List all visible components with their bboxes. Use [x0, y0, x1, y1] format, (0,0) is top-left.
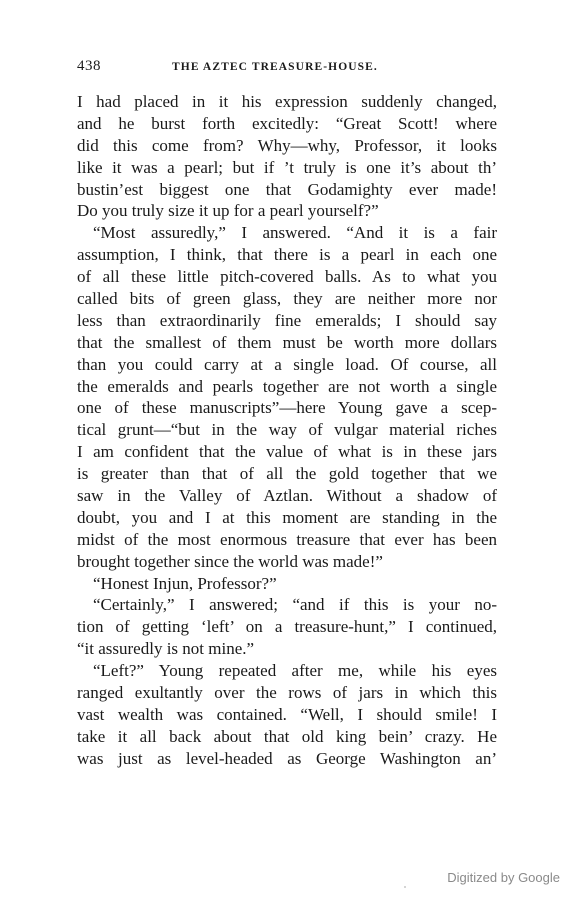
text-line: vast wealth was contained. “Well, I should smile! I [77, 704, 497, 724]
text-line: “Left?” Young repeated after me, while his eyes [93, 661, 497, 681]
text-line: ranged exultantly over the rows of jars in which this [77, 683, 497, 703]
text-line: like it was a pearl; but if ’t truly is one it’s about th’ [77, 157, 497, 177]
text-line: Do you truly size it up for a pearl yourself?” [77, 201, 379, 221]
text-line: that the smallest of them must be worth more dollars [77, 332, 497, 352]
text-line: assumption, I think, that there is a pearl in each one [77, 245, 497, 265]
text-line: tion of getting ‘left’ on a treasure-hunt,” I continued, [77, 617, 497, 637]
text-line: did this come from? Why—why, Professor, it looks [77, 135, 497, 155]
text-line: of all these little pitch-covered balls. As to what you [77, 267, 497, 287]
text-line: doubt, you and I at this moment are standing in the [77, 507, 497, 527]
text-line: “Most assuredly,” I answered. “And it is a fair [93, 223, 497, 243]
text-line: the emeralds and pearls together are not worth a single [77, 376, 497, 396]
text-line: less than extraordinarily fine emeralds; I should say [77, 310, 497, 330]
body-text [77, 91, 497, 770]
scan-speck [404, 886, 406, 888]
text-line: bustin’est biggest one that Godamighty ever made! [77, 179, 497, 199]
page-number: 438 [77, 58, 101, 74]
text-line: take it all back about that old king bein’ crazy. He [77, 726, 497, 746]
text-line: “Certainly,” I answered; “and if this is your no- [93, 595, 497, 615]
text-line: brought together since the world was made!” [77, 551, 383, 571]
text-line: called bits of green glass, they are neither more nor [77, 289, 497, 309]
text-line: was just as level-headed as George Washington an’ [77, 748, 497, 768]
text-line: one of these manuscripts”—here Young gave a scep- [77, 398, 497, 418]
digitization-watermark: Digitized by Google [447, 870, 560, 885]
running-title: THE AZTEC TREASURE-HOUSE. [172, 61, 378, 73]
text-line: “Honest Injun, Professor?” [93, 573, 277, 593]
text-line: tical grunt—“but in the way of vulgar material riches [77, 420, 497, 440]
text-line: saw in the Valley of Aztlan. Without a shadow of [77, 486, 497, 506]
text-line: than you could carry at a single load. Of course, all [77, 354, 497, 374]
text-line: I had placed in it his expression suddenly changed, [77, 92, 497, 111]
text-line: “it assuredly is not mine.” [77, 639, 255, 659]
text-line: midst of the most enormous treasure that ever has been [77, 529, 497, 549]
text-line: I am confident that the value of what is in these jars [77, 442, 497, 462]
text-line: and he burst forth excitedly: “Great Scott! where [77, 113, 497, 133]
text-line: is greater than that of all the gold together that we [77, 464, 497, 484]
